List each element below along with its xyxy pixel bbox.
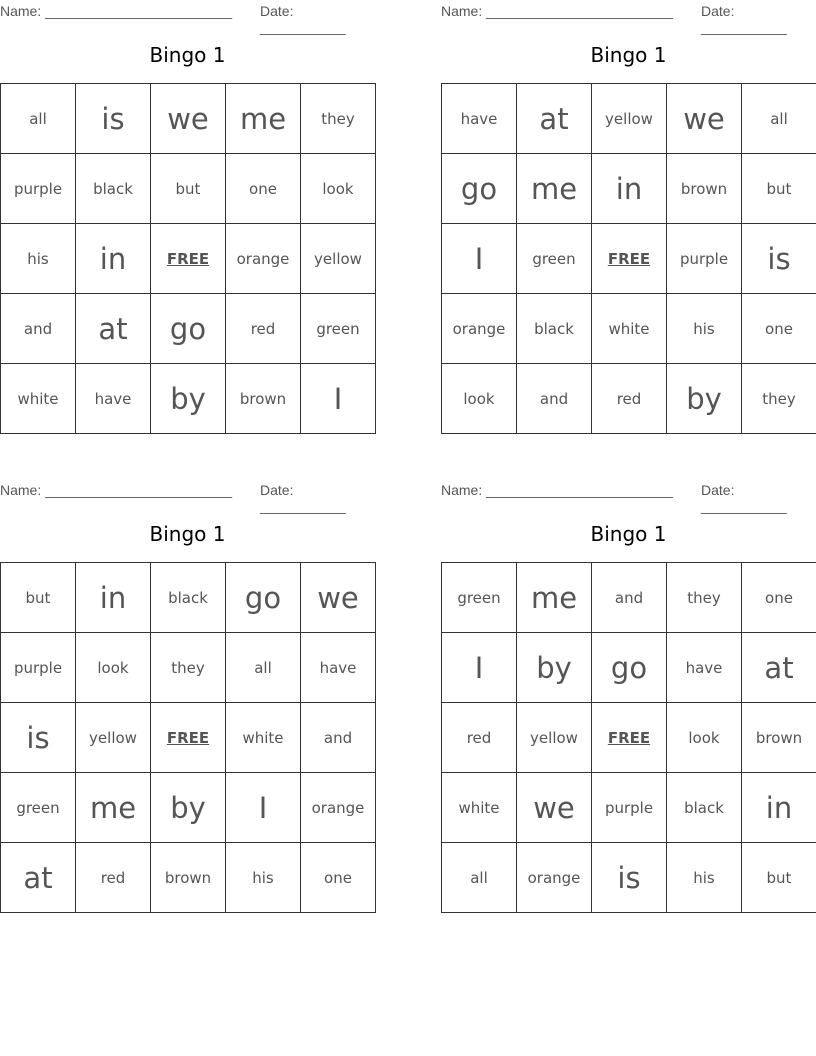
bingo-cell: but — [151, 154, 226, 224]
bingo-cell: orange — [226, 224, 301, 294]
bingo-cell: green — [517, 224, 592, 294]
bingo-cell: his — [667, 294, 742, 364]
bingo-cell: white — [592, 294, 667, 364]
bingo-row — [442, 224, 816, 294]
bingo-free-cell: FREE — [151, 703, 226, 773]
bingo-cell: his — [226, 843, 301, 913]
bingo-row — [1, 633, 376, 703]
bingo-cell: red — [226, 294, 301, 364]
bingo-grid — [441, 83, 816, 434]
date-label: Date: ___________ — [260, 482, 346, 514]
bingo-cell: is — [592, 843, 667, 913]
bingo-cell: red — [442, 703, 517, 773]
bingo-cell: and — [592, 563, 667, 633]
bingo-row — [1, 154, 376, 224]
bingo-cell: all — [742, 84, 816, 154]
bingo-cell: yellow — [301, 224, 376, 294]
bingo-cell: one — [226, 154, 301, 224]
bingo-row — [442, 563, 816, 633]
bingo-cell: black — [517, 294, 592, 364]
bingo-cell: purple — [1, 633, 76, 703]
bingo-cell: one — [301, 843, 376, 913]
bingo-cell: we — [667, 84, 742, 154]
card-title: Bingo 1 — [590, 522, 667, 546]
bingo-cell: have — [442, 84, 517, 154]
bingo-cell: white — [442, 773, 517, 843]
bingo-cell: brown — [226, 364, 301, 434]
bingo-cell: green — [1, 773, 76, 843]
bingo-row — [1, 224, 376, 294]
bingo-cell: yellow — [76, 703, 151, 773]
bingo-row — [1, 563, 376, 633]
bingo-row — [442, 294, 816, 364]
bingo-cell: but — [742, 154, 816, 224]
bingo-cell: me — [517, 563, 592, 633]
card-title: Bingo 1 — [149, 43, 226, 67]
bingo-cell: they — [742, 364, 816, 434]
bingo-cell: have — [667, 633, 742, 703]
bingo-cell: me — [76, 773, 151, 843]
bingo-cell: go — [151, 294, 226, 364]
bingo-cell: I — [301, 364, 376, 434]
bingo-cell: but — [1, 563, 76, 633]
bingo-cell: yellow — [592, 84, 667, 154]
card-title: Bingo 1 — [149, 522, 226, 546]
name-label: Name: ________________________ — [441, 482, 673, 498]
bingo-cell: we — [151, 84, 226, 154]
card-header — [0, 3, 375, 35]
bingo-cell: is — [76, 84, 151, 154]
bingo-row — [1, 773, 376, 843]
bingo-cell: I — [442, 224, 517, 294]
bingo-cell: they — [301, 84, 376, 154]
bingo-cell: white — [1, 364, 76, 434]
bingo-cell: red — [76, 843, 151, 913]
bingo-cell: orange — [517, 843, 592, 913]
bingo-cell: all — [226, 633, 301, 703]
bingo-cell: have — [76, 364, 151, 434]
bingo-cell: in — [76, 563, 151, 633]
card-title: Bingo 1 — [590, 43, 667, 67]
bingo-cell: they — [151, 633, 226, 703]
card-header — [0, 482, 375, 514]
name-label: Name: ________________________ — [441, 3, 673, 19]
bingo-row — [442, 84, 816, 154]
bingo-row — [442, 633, 816, 703]
bingo-cell: in — [592, 154, 667, 224]
bingo-free-cell: FREE — [592, 703, 667, 773]
bingo-row — [442, 154, 816, 224]
bingo-cell: his — [1, 224, 76, 294]
bingo-row — [442, 843, 816, 913]
bingo-cell: by — [667, 364, 742, 434]
bingo-cell: is — [742, 224, 816, 294]
bingo-cell: at — [1, 843, 76, 913]
bingo-cell: purple — [667, 224, 742, 294]
name-label: Name: ________________________ — [0, 3, 232, 19]
bingo-cell: is — [1, 703, 76, 773]
bingo-grid — [441, 562, 816, 913]
bingo-cell: orange — [301, 773, 376, 843]
date-label: Date: ___________ — [701, 3, 787, 35]
bingo-cell: yellow — [517, 703, 592, 773]
bingo-cell: all — [1, 84, 76, 154]
bingo-cell: by — [517, 633, 592, 703]
bingo-cell: brown — [151, 843, 226, 913]
bingo-cell: look — [76, 633, 151, 703]
date-label: Date: ___________ — [260, 3, 346, 35]
bingo-cell: me — [226, 84, 301, 154]
bingo-row — [442, 773, 816, 843]
bingo-cell: and — [1, 294, 76, 364]
bingo-cell: purple — [1, 154, 76, 224]
bingo-free-cell: FREE — [151, 224, 226, 294]
bingo-cell: but — [742, 843, 816, 913]
bingo-cell: black — [667, 773, 742, 843]
bingo-cell: have — [301, 633, 376, 703]
bingo-row — [442, 364, 816, 434]
bingo-grid — [0, 562, 376, 913]
bingo-cell: all — [442, 843, 517, 913]
bingo-cell: I — [442, 633, 517, 703]
bingo-cell: look — [667, 703, 742, 773]
bingo-cell: red — [592, 364, 667, 434]
bingo-cell: me — [517, 154, 592, 224]
bingo-grid — [0, 83, 376, 434]
bingo-cell: one — [742, 294, 816, 364]
bingo-cell: black — [76, 154, 151, 224]
bingo-cell: I — [226, 773, 301, 843]
bingo-cell: at — [517, 84, 592, 154]
bingo-cell: brown — [667, 154, 742, 224]
bingo-cell: look — [301, 154, 376, 224]
bingo-cell: by — [151, 364, 226, 434]
bingo-row — [1, 294, 376, 364]
bingo-row — [1, 843, 376, 913]
card-header — [441, 3, 816, 35]
bingo-cell: look — [442, 364, 517, 434]
bingo-cell: go — [226, 563, 301, 633]
bingo-row — [1, 84, 376, 154]
bingo-cell: green — [442, 563, 517, 633]
date-label: Date: ___________ — [701, 482, 787, 514]
bingo-cell: white — [226, 703, 301, 773]
bingo-cell: at — [742, 633, 816, 703]
bingo-cell: one — [742, 563, 816, 633]
bingo-cell: his — [667, 843, 742, 913]
card-header — [441, 482, 816, 514]
bingo-row — [1, 364, 376, 434]
bingo-cell: black — [151, 563, 226, 633]
bingo-cell: we — [517, 773, 592, 843]
bingo-cell: purple — [592, 773, 667, 843]
bingo-cell: go — [592, 633, 667, 703]
bingo-cell: and — [301, 703, 376, 773]
name-label: Name: ________________________ — [0, 482, 232, 498]
bingo-cell: in — [76, 224, 151, 294]
bingo-cell: in — [742, 773, 816, 843]
bingo-cell: at — [76, 294, 151, 364]
bingo-cell: orange — [442, 294, 517, 364]
bingo-cell: go — [442, 154, 517, 224]
bingo-row — [1, 703, 376, 773]
bingo-cell: and — [517, 364, 592, 434]
bingo-cell: we — [301, 563, 376, 633]
bingo-cell: brown — [742, 703, 816, 773]
bingo-cell: by — [151, 773, 226, 843]
bingo-cell: they — [667, 563, 742, 633]
bingo-cell: green — [301, 294, 376, 364]
bingo-row — [442, 703, 816, 773]
bingo-free-cell: FREE — [592, 224, 667, 294]
